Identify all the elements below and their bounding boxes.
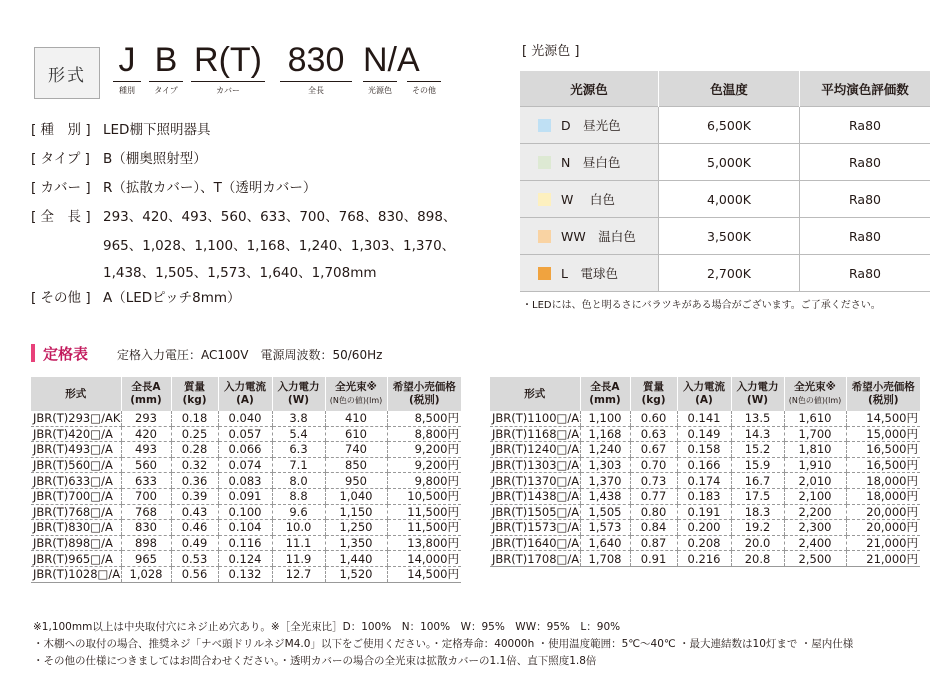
light-color-header: 光源色: [520, 71, 659, 107]
table-cell: 1,350: [325, 535, 387, 551]
table-cell: 0.25: [171, 426, 218, 442]
table-cell: 1,303: [580, 457, 630, 473]
light-color-name: D 昼光色: [520, 107, 659, 144]
table-cell: 0.77: [630, 488, 677, 504]
rating-header-cell: 質量 (kg): [630, 377, 677, 411]
table-cell: 2,300: [784, 520, 846, 536]
color-swatch: [538, 119, 551, 132]
rating-header-cell: 希望小売価格 (税別): [846, 377, 920, 411]
table-row: [490, 535, 920, 551]
spec-length-cont-2: 1,438、1,505、1,573、1,640、1,708mm: [103, 265, 377, 281]
rating-header-cell: 入力電力 (W): [731, 377, 784, 411]
table-cell: 20.8: [731, 551, 784, 567]
table-cell: 0.066: [218, 442, 272, 458]
color-swatch: [538, 156, 551, 169]
table-row: [490, 442, 920, 458]
light-color-table: [520, 71, 930, 292]
table-cell: 0.132: [218, 566, 272, 582]
rating-header-cell: 全光束※ (N色の値)(lm): [325, 377, 387, 411]
table-cell: 8.0: [272, 473, 325, 489]
model-part-type-b: B タイプ: [149, 40, 183, 96]
table-cell: 610: [325, 426, 387, 442]
table-cell: 0.46: [171, 520, 218, 536]
rating-title: 定格表: [43, 345, 89, 363]
table-cell: 8.8: [272, 488, 325, 504]
table-cell: 0.183: [677, 488, 731, 504]
table-cell: 1,438: [580, 488, 630, 504]
table-cell: 633: [121, 473, 171, 489]
table-cell: JBR(T)293□/AK: [33, 411, 121, 426]
table-cell: 0.63: [630, 426, 677, 442]
table-cell: 18.3: [731, 504, 784, 520]
table-cell: 12.7: [272, 566, 325, 582]
table-cell: 1,910: [784, 457, 846, 473]
table-cell: 0.057: [218, 426, 272, 442]
table-cell: 420: [121, 426, 171, 442]
table-cell: JBR(T)560□/A: [31, 457, 121, 473]
table-cell: 14,500円: [846, 411, 920, 426]
table-cell: 0.074: [218, 457, 272, 473]
table-cell: 10.0: [272, 520, 325, 536]
table-row: [31, 411, 461, 426]
light-color-row: [520, 218, 930, 255]
table-cell: 14,000円: [387, 551, 461, 567]
table-cell: JBR(T)965□/A: [31, 551, 121, 567]
table-cell: 1,150: [325, 504, 387, 520]
rating-header-cell: 形式: [490, 377, 580, 411]
spec-kind: [ 種 別 ] LED棚下照明器具: [31, 122, 211, 138]
table-row: [490, 488, 920, 504]
table-cell: 0.116: [218, 535, 272, 551]
model-part-cover: R(T) カバー: [191, 40, 265, 96]
table-cell: 0.104: [218, 520, 272, 536]
color-swatch: [538, 230, 551, 243]
table-row: [31, 442, 461, 458]
table-cell: 15,000円: [846, 426, 920, 442]
table-cell: 18,000円: [846, 473, 920, 489]
rating-subtitle: 定格入力電圧：AC100V 電源周波数：50/60Hz: [117, 348, 383, 362]
table-row: [490, 520, 920, 536]
color-temp-cell: 2,700K: [659, 255, 800, 292]
table-cell: 11.1: [272, 535, 325, 551]
table-cell: 2,010: [784, 473, 846, 489]
table-cell: 0.70: [630, 457, 677, 473]
color-temp-header: 色温度: [659, 71, 800, 107]
rating-header-cell: 入力電流 (A): [218, 377, 272, 411]
table-cell: JBR(T)1028□/A: [33, 567, 121, 582]
table-cell: 410: [325, 411, 387, 426]
table-cell: 21,000円: [846, 551, 920, 567]
table-cell: JBR(T)1708□/A: [492, 551, 580, 566]
table-cell: 0.60: [630, 411, 677, 426]
table-cell: 0.28: [171, 442, 218, 458]
spec-type: [ タイプ ] B（棚奥照射型）: [31, 151, 207, 167]
light-color-row: [520, 144, 930, 181]
table-cell: JBR(T)1168□/A: [492, 426, 580, 441]
table-cell: 10,500円: [387, 488, 461, 504]
rating-header-cell: 入力電力 (W): [272, 377, 325, 411]
light-color-note: ・LEDには、色と明るさにバラツキがある場合がございます。ご了承ください。: [522, 300, 881, 311]
table-cell: 20.0: [731, 535, 784, 551]
table-cell: 1,810: [784, 442, 846, 458]
table-cell: 0.36: [171, 473, 218, 489]
color-swatch: [538, 267, 551, 280]
table-cell: JBR(T)633□/A: [31, 473, 121, 489]
table-row: [31, 520, 461, 536]
note-3: ・その他の仕様につきましてはお問合わせください。・透明カバーの場合の全光束は拡散カバーの1.1倍、直下照度1.8倍: [33, 655, 597, 667]
note-1: ※1,100mm以上は中央取付穴にネジ止め穴あり。※［全光束比］D：100% N：100% W：95% WW：95% L：90%: [33, 621, 621, 633]
table-cell: 560: [121, 457, 171, 473]
table-cell: 0.100: [218, 504, 272, 520]
table-row: [490, 504, 920, 520]
table-cell: 0.87: [630, 535, 677, 551]
table-cell: 16,500円: [846, 457, 920, 473]
table-cell: 740: [325, 442, 387, 458]
color-temp-cell: 5,000K: [659, 144, 800, 181]
table-cell: 15.2: [731, 442, 784, 458]
table-cell: 9,800円: [387, 473, 461, 489]
cri-cell: Ra80: [800, 144, 931, 181]
rating-table-right: [490, 377, 920, 567]
cri-cell: Ra80: [800, 181, 931, 218]
note-2: ・木棚への取付の場合、推奨ネジ「ナベ頭ドリルネジM4.0」以下をご使用ください。・定格寿命：40000h ・使用温度範囲：5℃〜40℃ ・最大連結数は10灯まで ・屋内仕様: [33, 638, 854, 650]
light-color-row: [520, 181, 930, 218]
table-cell: 0.39: [171, 488, 218, 504]
table-cell: JBR(T)1303□/A: [492, 458, 580, 473]
table-cell: 0.67: [630, 442, 677, 458]
table-cell: 950: [325, 473, 387, 489]
table-cell: 1,708: [580, 551, 630, 567]
table-cell: 0.149: [677, 426, 731, 442]
light-color-name: WW 温白色: [520, 218, 659, 255]
table-row: [31, 551, 461, 567]
table-cell: 0.32: [171, 457, 218, 473]
table-row: [31, 457, 461, 473]
table-cell: 0.141: [677, 411, 731, 426]
rating-header-cell: 全長A (mm): [580, 377, 630, 411]
table-cell: 0.083: [218, 473, 272, 489]
table-cell: JBR(T)700□/A: [31, 488, 121, 504]
color-temp-cell: 4,000K: [659, 181, 800, 218]
table-cell: 2,100: [784, 488, 846, 504]
rating-header-cell: 全光束※ (N色の値)(lm): [784, 377, 846, 411]
table-cell: 700: [121, 488, 171, 504]
light-color-name: N 昼白色: [520, 144, 659, 181]
table-cell: JBR(T)1438□/A: [492, 489, 580, 504]
spec-cover: [ カバー ] R（拡散カバー）、T（透明カバー）: [31, 180, 317, 196]
table-cell: 0.091: [218, 488, 272, 504]
table-row: [31, 473, 461, 489]
table-cell: 5.4: [272, 426, 325, 442]
table-row: [31, 535, 461, 551]
rating-header-cell: 質量 (kg): [171, 377, 218, 411]
model-part-type-code: J 種別: [113, 40, 141, 96]
table-cell: 3.8: [272, 411, 325, 426]
table-cell: 0.124: [218, 551, 272, 567]
table-cell: 13,800円: [387, 535, 461, 551]
table-cell: 850: [325, 457, 387, 473]
table-cell: 898: [121, 535, 171, 551]
table-cell: 1,250: [325, 520, 387, 536]
spec-length-cont-1: 965、1,028、1,100、1,168、1,240、1,303、1,370、: [103, 238, 456, 254]
color-swatch: [538, 193, 551, 206]
table-cell: 493: [121, 442, 171, 458]
table-row: [490, 551, 920, 567]
table-row: [31, 426, 461, 442]
table-cell: 20,000円: [846, 504, 920, 520]
cri-cell: Ra80: [800, 255, 931, 292]
table-row: [31, 504, 461, 520]
table-cell: 6.3: [272, 442, 325, 458]
table-cell: 1,520: [325, 566, 387, 582]
cri-cell: Ra80: [800, 218, 931, 255]
model-part-length: 830 全長: [280, 40, 352, 96]
table-cell: 18,000円: [846, 488, 920, 504]
table-cell: 21,000円: [846, 535, 920, 551]
model-part-other: その他: [407, 40, 441, 96]
table-cell: JBR(T)1100□/A: [492, 411, 580, 426]
table-cell: JBR(T)1370□/A: [492, 473, 580, 488]
table-cell: 1,440: [325, 551, 387, 567]
table-cell: 16.7: [731, 473, 784, 489]
table-cell: 9.6: [272, 504, 325, 520]
table-cell: 13.5: [731, 411, 784, 426]
table-cell: 2,200: [784, 504, 846, 520]
rating-header-cell: 全長A (mm): [121, 377, 171, 411]
cri-header: 平均演色評価数: [800, 71, 931, 107]
table-cell: JBR(T)1505□/A: [492, 504, 580, 519]
table-cell: 768: [121, 504, 171, 520]
table-cell: 1,573: [580, 520, 630, 536]
table-cell: 0.200: [677, 520, 731, 536]
table-cell: 0.56: [171, 566, 218, 582]
table-cell: JBR(T)1640□/A: [492, 536, 580, 551]
table-cell: JBR(T)768□/A: [31, 504, 121, 520]
table-cell: 20,000円: [846, 520, 920, 536]
table-row: [490, 457, 920, 473]
table-row: [490, 426, 920, 442]
table-cell: 15.9: [731, 457, 784, 473]
light-color-title: [ 光源色 ]: [522, 44, 580, 59]
table-cell: JBR(T)898□/A: [31, 535, 121, 551]
table-cell: 0.158: [677, 442, 731, 458]
table-cell: 0.040: [218, 411, 272, 426]
table-row: [31, 566, 461, 582]
table-cell: 0.216: [677, 551, 731, 567]
table-cell: 0.84: [630, 520, 677, 536]
table-cell: 830: [121, 520, 171, 536]
table-cell: 0.18: [171, 411, 218, 426]
table-cell: 0.91: [630, 551, 677, 567]
table-cell: JBR(T)420□/A: [31, 426, 121, 442]
color-temp-cell: 6,500K: [659, 107, 800, 144]
table-cell: 0.43: [171, 504, 218, 520]
table-cell: 17.5: [731, 488, 784, 504]
table-cell: JBR(T)493□/A: [31, 442, 121, 458]
table-cell: 2,500: [784, 551, 846, 567]
table-cell: 9,200円: [387, 442, 461, 458]
rating-header-cell: 入力電流 (A): [677, 377, 731, 411]
table-cell: 14.3: [731, 426, 784, 442]
table-row: [31, 488, 461, 504]
model-label: 形式: [34, 47, 100, 99]
light-color-row: [520, 107, 930, 144]
model-part-light-color: N/A 光源色: [363, 41, 420, 95]
table-cell: 1,370: [580, 473, 630, 489]
table-cell: 1,240: [580, 442, 630, 458]
table-cell: 1,040: [325, 488, 387, 504]
table-cell: 9,200円: [387, 457, 461, 473]
table-cell: 1,100: [580, 411, 630, 426]
light-color-name: W 白色: [520, 181, 659, 218]
cri-cell: Ra80: [800, 107, 931, 144]
table-cell: 965: [121, 551, 171, 567]
rating-header-cell: 希望小売価格 (税別): [387, 377, 461, 411]
table-row: [490, 473, 920, 489]
table-cell: 293: [121, 411, 171, 426]
rating-header-cell: 形式: [31, 377, 121, 411]
table-cell: 0.80: [630, 504, 677, 520]
table-cell: 1,505: [580, 504, 630, 520]
table-cell: 11,500円: [387, 520, 461, 536]
table-cell: 0.174: [677, 473, 731, 489]
table-cell: 2,400: [784, 535, 846, 551]
light-color-row: [520, 255, 930, 292]
table-cell: JBR(T)830□/A: [31, 520, 121, 536]
table-cell: 1,640: [580, 535, 630, 551]
table-cell: 0.166: [677, 457, 731, 473]
table-cell: 0.73: [630, 473, 677, 489]
table-cell: 1,028: [121, 566, 171, 582]
table-cell: 0.53: [171, 551, 218, 567]
table-cell: 11,500円: [387, 504, 461, 520]
table-cell: 7.1: [272, 457, 325, 473]
table-row: [490, 411, 920, 426]
color-temp-cell: 3,500K: [659, 218, 800, 255]
table-cell: 11.9: [272, 551, 325, 567]
table-cell: 0.208: [677, 535, 731, 551]
table-cell: 0.191: [677, 504, 731, 520]
table-cell: 0.49: [171, 535, 218, 551]
section-marker: [31, 344, 35, 362]
table-cell: 1,168: [580, 426, 630, 442]
rating-table-left: [31, 377, 461, 583]
table-cell: 14,500円: [387, 566, 461, 582]
table-cell: JBR(T)1240□/A: [492, 442, 580, 457]
spec-other: [ その他 ] A（LEDピッチ8mm）: [31, 290, 241, 306]
light-color-name: L 電球色: [520, 255, 659, 292]
table-cell: 8,500円: [387, 411, 461, 426]
table-cell: 16,500円: [846, 442, 920, 458]
table-cell: 19.2: [731, 520, 784, 536]
table-cell: 8,800円: [387, 426, 461, 442]
table-cell: 1,700: [784, 426, 846, 442]
table-cell: 1,610: [784, 411, 846, 426]
spec-length: [ 全 長 ] 293、420、493、560、633、700、768、830、898、: [31, 209, 457, 225]
table-cell: JBR(T)1573□/A: [492, 520, 580, 535]
